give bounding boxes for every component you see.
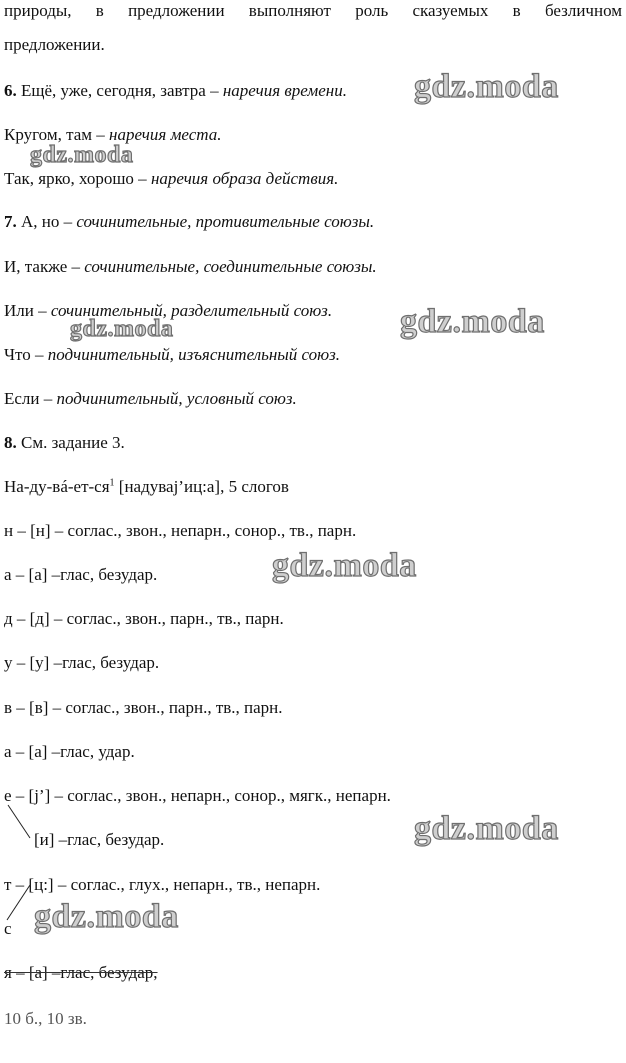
phonetic-line: а – [а] –глас, безудар. bbox=[4, 565, 158, 584]
watermark: gdz.moda bbox=[414, 68, 559, 105]
text-italic: наречия времени. bbox=[222, 81, 347, 100]
phonetic-line: с bbox=[4, 919, 12, 938]
phonetic-line: д – [д] – соглас., звон., парн., тв., парн. bbox=[4, 609, 284, 628]
section-number: 7. bbox=[4, 212, 17, 231]
text-plain: Так, ярко, хорошо – bbox=[4, 169, 151, 188]
text-plain: И, также – bbox=[4, 257, 85, 276]
text-italic: подчинительный, изъяснительный союз. bbox=[47, 345, 341, 364]
watermark: gdz.moda bbox=[272, 547, 417, 584]
text-line: предложении. bbox=[4, 35, 105, 54]
phonetic-line: [и] –глас, безудар. bbox=[34, 830, 165, 849]
text-plain: Что – bbox=[4, 345, 48, 364]
watermark: gdz.moda bbox=[400, 303, 545, 340]
text-italic: подчинительный, условный союз. bbox=[56, 389, 297, 408]
text-plain: Ещё, уже, сегодня, завтра – bbox=[16, 81, 223, 100]
watermark: gdz.moda bbox=[30, 142, 134, 168]
text-italic: наречия места. bbox=[109, 125, 222, 144]
text-plain: Если – bbox=[4, 389, 57, 408]
text-italic: наречия образа действия. bbox=[150, 169, 339, 188]
bracket-stroke bbox=[8, 805, 30, 838]
bracket-stroke bbox=[7, 885, 30, 920]
footnote-mark: 1 bbox=[109, 477, 115, 489]
section-number: 8. bbox=[4, 433, 17, 452]
text-italic: сочинительные, соединительные союзы. bbox=[84, 257, 377, 276]
phonetic-line: я – [а] –глас, безудар, bbox=[4, 963, 158, 982]
section-number: 6. bbox=[4, 81, 17, 100]
phonetic-line: у – [у] –глас, безудар. bbox=[4, 653, 160, 672]
watermark: gdz.moda bbox=[70, 316, 174, 342]
text-plain: Кругом, там – bbox=[4, 125, 110, 144]
phonetic-line: е – [j’] – соглас., звон., непарн., сонор., мягк., непарн. bbox=[4, 786, 391, 805]
text-italic: сочинительные, противительные союзы. bbox=[76, 212, 375, 231]
word-syllables: На-ду-вá-ет-ся bbox=[4, 477, 110, 496]
phonetic-line: н – [н] – соглас., звон., непарн., сонор., тв., парн. bbox=[4, 521, 357, 540]
phonetic-line: а – [а] –глас, удар. bbox=[4, 742, 135, 761]
text-plain: См. задание 3. bbox=[16, 433, 125, 452]
phonetic-line: в – [в] – соглас., звон., парн., тв., парн. bbox=[4, 698, 283, 717]
watermark: gdz.moda bbox=[414, 810, 559, 847]
text-italic: сочинительный, разделительный союз. bbox=[50, 301, 333, 320]
phonetic-line: т – [ц:] – соглас., глух., непарн., тв., непарн. bbox=[4, 875, 321, 894]
text-plain: Или – bbox=[4, 301, 51, 320]
text-line: природы, в предложении выполняют роль сказуемых в безличном bbox=[4, 1, 622, 20]
watermark: gdz.moda bbox=[34, 898, 179, 935]
text-plain: А, но – bbox=[16, 212, 77, 231]
summary-line: 10 б., 10 зв. bbox=[4, 1009, 87, 1028]
transcription: [надуваj’иц:а], 5 слогов bbox=[114, 477, 289, 496]
